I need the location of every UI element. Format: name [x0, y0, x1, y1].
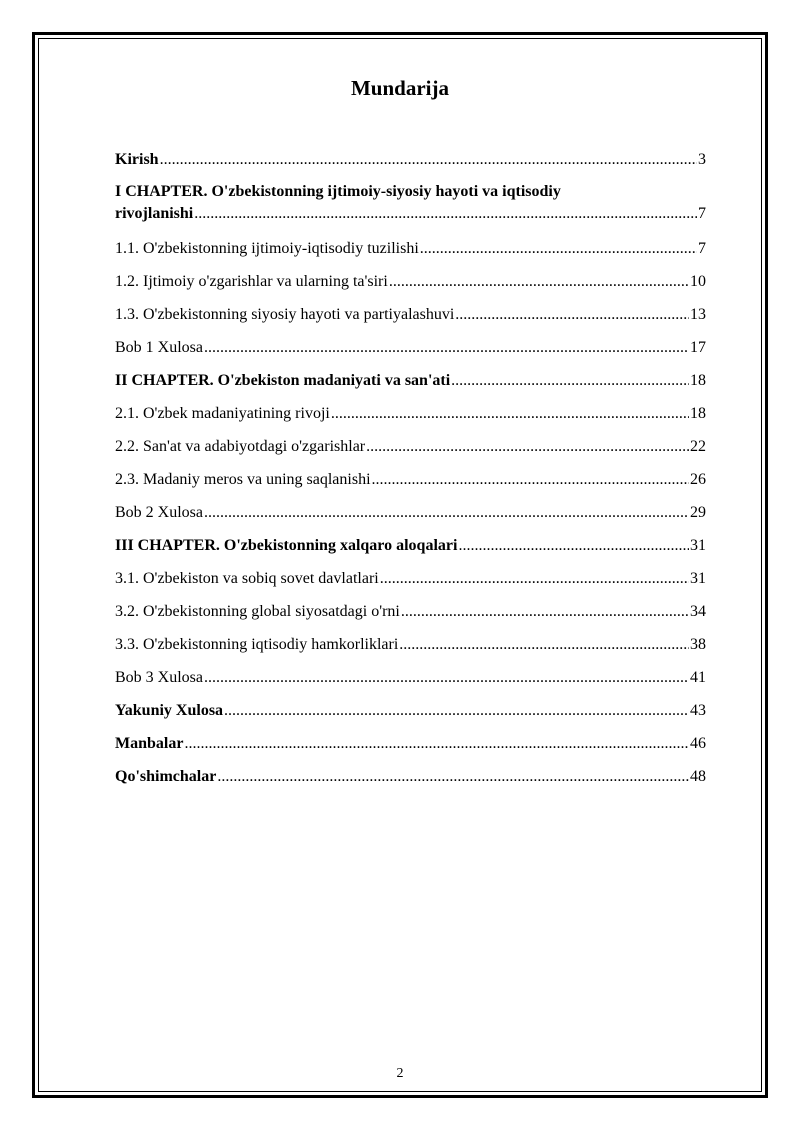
toc-entry-row — [115, 436, 706, 458]
toc-entry-row — [115, 304, 706, 326]
toc-entry-row — [115, 469, 706, 491]
toc-entry — [115, 403, 706, 425]
toc-entry-title: 1.2. Ijtimoiy o'zgarishlar va ularning ta'siri — [115, 273, 388, 290]
toc-entry — [115, 271, 706, 293]
toc-entry-page: 3 — [698, 151, 706, 168]
toc-entry-page: 43 — [690, 702, 706, 719]
toc-entry — [115, 733, 706, 755]
toc-entry-page: 41 — [690, 669, 706, 686]
toc-entry — [115, 700, 706, 722]
toc-entry-page: 46 — [690, 735, 706, 752]
toc-entry-row — [115, 203, 706, 225]
toc-dot-leader — [204, 502, 689, 524]
toc-entry-title: III CHAPTER. O'zbekistonning xalqaro aloqalari — [115, 537, 458, 554]
toc-entry — [115, 469, 706, 491]
toc-title: Mundarija — [350, 76, 449, 100]
toc-entry-page: 7 — [698, 240, 706, 257]
toc-entry-page: 13 — [690, 306, 706, 323]
toc-entry — [115, 436, 706, 458]
toc-entry-title: II CHAPTER. O'zbekiston madaniyati va san'ati — [115, 372, 451, 389]
toc-entry-title: Bob 3 Xulosa — [115, 669, 203, 686]
toc-entry-row — [115, 766, 706, 788]
toc-dot-leader — [217, 766, 689, 788]
toc-dot-leader — [331, 403, 689, 425]
toc-dot-leader — [366, 436, 689, 458]
toc-entry-row — [115, 634, 706, 656]
toc-dot-leader — [389, 271, 689, 293]
toc-entry-page: 18 — [690, 372, 706, 389]
toc-entry-row — [115, 535, 706, 557]
toc-entry-title: Yakuniy Xulosa — [115, 702, 224, 719]
toc-entry — [115, 304, 706, 326]
toc-entry-title: Manbalar — [115, 735, 184, 752]
toc-dot-leader — [160, 149, 697, 171]
toc-dot-leader — [455, 304, 689, 326]
toc-entry-row — [115, 667, 706, 689]
toc-entry-page: 10 — [690, 273, 706, 290]
page-number: 2 — [396, 1066, 404, 1081]
toc-entry-title: 3.3. O'zbekistonning iqtisodiy hamkorliklari — [115, 636, 399, 653]
toc-entry-title: 3.2. O'zbekistonning global siyosatdagi o'rni — [115, 603, 400, 620]
toc-entry-title: 3.1. O'zbekiston va sobiq sovet davlatlari — [115, 570, 379, 587]
toc-entry-row — [115, 370, 706, 392]
toc-entry-title: Bob 2 Xulosa — [115, 504, 203, 521]
toc-entry-title: rivojlanishi — [115, 205, 194, 222]
toc-dot-leader — [420, 238, 697, 260]
toc-entry-row — [115, 568, 706, 590]
toc-entry-row — [115, 337, 706, 359]
toc-entry-title: Kirish — [115, 151, 159, 168]
toc-entry-title: 1.3. O'zbekistonning siyosiy hayoti va partiyalashuvi — [115, 306, 455, 323]
toc-entry-title: 2.3. Madaniy meros va uning saqlanishi — [115, 471, 371, 488]
toc-entry — [115, 568, 706, 590]
toc-entry-row — [115, 502, 706, 524]
toc-entry-title: 2.2. San'at va adabiyotdagi o'zgarishlar — [115, 438, 366, 455]
toc-dot-leader — [184, 733, 689, 755]
toc-dot-leader — [194, 203, 697, 225]
toc-entry-page: 17 — [690, 339, 706, 356]
toc-dot-leader — [451, 370, 689, 392]
toc-entry-page: 26 — [690, 471, 706, 488]
toc-entry-page: 31 — [690, 537, 706, 554]
toc-entry-page: 7 — [698, 205, 706, 222]
toc-entry-row — [115, 149, 706, 171]
toc-entry-row — [115, 271, 706, 293]
toc-entry — [115, 601, 706, 623]
toc-dot-leader — [399, 634, 689, 656]
toc-entry-title: Qo'shimchalar — [115, 768, 217, 785]
toc-entry-title: Bob 1 Xulosa — [115, 339, 203, 356]
toc-entry-page: 22 — [690, 438, 706, 455]
toc-entry — [115, 634, 706, 656]
toc-entry-title: 2.1. O'zbek madaniyatining rivoji — [115, 405, 330, 422]
toc-entry-heading-line: I CHAPTER. O'zbekistonning ijtimoiy-siyosiy hayoti va iqtisodiy — [115, 183, 561, 200]
toc-entry-title: 1.1. O'zbekistonning ijtimoiy-iqtisodiy tuzilishi — [115, 240, 419, 257]
toc-entry-page: 34 — [690, 603, 706, 620]
toc-entry — [115, 502, 706, 524]
toc-entry-row — [115, 733, 706, 755]
toc-dot-leader — [380, 568, 689, 590]
toc-entry-page: 38 — [690, 636, 706, 653]
toc-entry — [115, 667, 706, 689]
toc-entry — [115, 238, 706, 260]
toc-entry-page: 29 — [690, 504, 706, 521]
toc-entry — [115, 149, 706, 171]
toc-dot-leader — [224, 700, 689, 722]
toc-entry — [115, 181, 706, 225]
toc-entry-row — [115, 238, 706, 260]
toc-dot-leader — [458, 535, 689, 557]
toc-dot-leader — [204, 337, 689, 359]
toc-entry-page: 18 — [690, 405, 706, 422]
toc-entry — [115, 535, 706, 557]
toc-entry — [115, 766, 706, 788]
toc-dot-leader — [372, 469, 689, 491]
toc-entry-row — [115, 700, 706, 722]
toc-entry-page: 31 — [690, 570, 706, 587]
toc-entry-row — [115, 601, 706, 623]
toc-entry — [115, 337, 706, 359]
toc-entry — [115, 370, 706, 392]
toc-entry-page: 48 — [690, 768, 706, 785]
toc-entry-row — [115, 403, 706, 425]
toc-dot-leader — [401, 601, 689, 623]
toc-dot-leader — [204, 667, 689, 689]
